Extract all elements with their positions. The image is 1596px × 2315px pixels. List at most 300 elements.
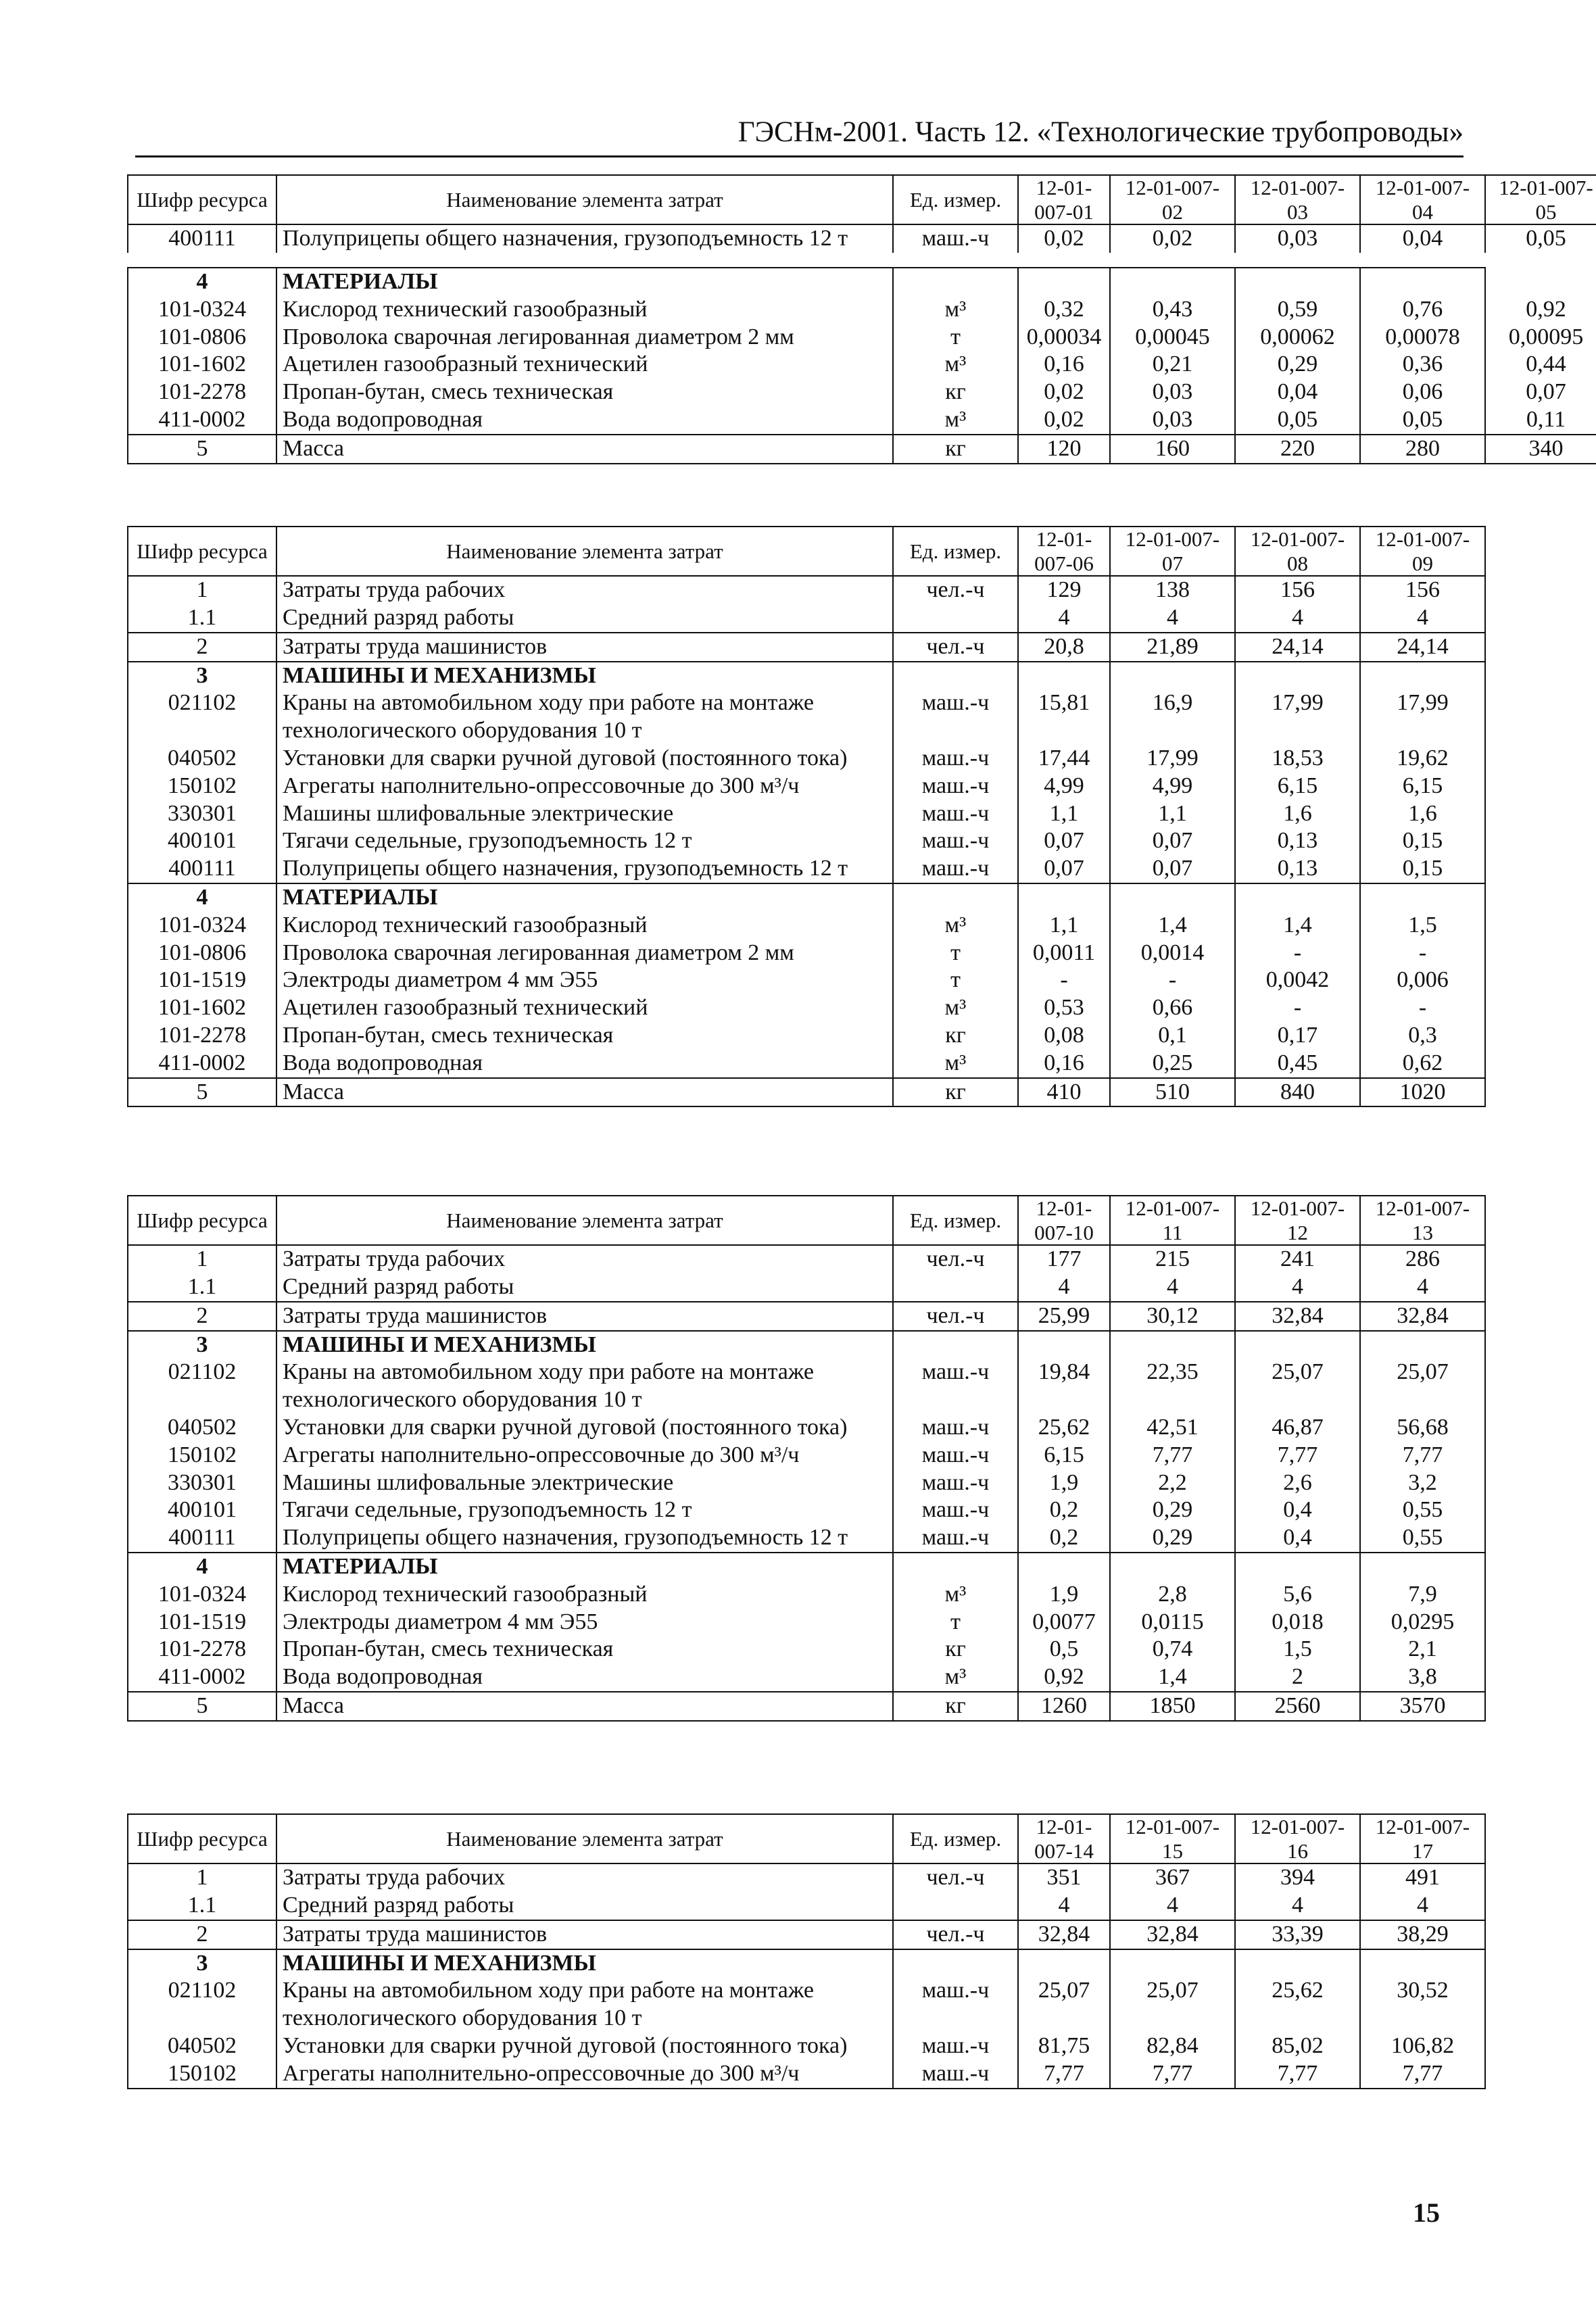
col-rate-header: 12-01-007-07 [1110,527,1235,576]
cell-value: 1260 [1018,1692,1110,1721]
cell-code: 101-1519 [128,1609,276,1636]
cell-value: 4 [1110,604,1235,633]
cell-unit [893,662,1018,690]
cell-value: 4 [1360,1273,1485,1302]
cell-code: 150102 [128,773,276,800]
cell-value: 0,45 [1235,1050,1360,1078]
cell-value: 120 [1018,435,1110,464]
col-rate-header: 12-01-007-02 [1110,175,1235,224]
cell-value: 840 [1235,1078,1360,1107]
cell-code: 101-1602 [128,351,276,379]
cell-value: 0,16 [1018,1050,1110,1078]
cell-name: Электроды диаметром 4 мм Э55 [276,1609,893,1636]
resource-table-4 [127,1813,1596,2089]
table-row [128,406,1596,434]
cell-name: Машины шлифовальные электрические [276,800,893,828]
cell-name: Средний разряд работы [276,1892,893,1920]
cell-name: Затраты труда машинистов [276,1302,893,1331]
cell-name: Краны на автомобильном ходу при работе на монтаже технологического оборудования 10 т [276,1977,893,2032]
table-row [128,800,1596,828]
cell-value: 286 [1360,1245,1485,1273]
cell-unit [893,883,1018,912]
cell-value: - [1360,994,1485,1022]
col-rate-header: 12-01-007-10 [1018,1196,1110,1245]
cell-code: 330301 [128,1469,276,1497]
col-code-header: Шифр ресурса [128,527,276,576]
cell-value: 1,9 [1018,1469,1110,1497]
table-row [128,689,1596,745]
cell-value [1018,1553,1110,1581]
cell-value: 0,43 [1110,296,1235,324]
cell-unit: чел.-ч [893,576,1018,604]
cell-value: 1,4 [1235,912,1360,940]
cell-code: 4 [128,1553,276,1581]
cell-value: 367 [1110,1863,1235,1892]
cell-value: 22,35 [1110,1359,1235,1414]
cell-value: 0,16 [1018,351,1110,379]
cell-code: 150102 [128,2060,276,2089]
cell-value: 17,44 [1018,745,1110,773]
cell-value: 160 [1110,435,1235,464]
cell-value: 4,99 [1018,773,1110,800]
table-row [128,1050,1596,1078]
cell-value: 1,5 [1360,912,1485,940]
cell-value: 156 [1360,576,1485,604]
cell-value: 1,9 [1018,1581,1110,1609]
cell-value: 7,77 [1235,2060,1360,2089]
col-rate-header: 12-01-007-06 [1018,527,1110,576]
cell-name: МАШИНЫ И МЕХАНИЗМЫ [276,1331,893,1359]
cell-unit: м³ [893,994,1018,1022]
cell-value [1360,662,1485,690]
cell-value [1110,883,1235,912]
table-row [128,967,1596,994]
cell-value: 42,51 [1110,1414,1235,1442]
cell-value: 32,84 [1018,1920,1110,1949]
cell-name: Кислород технический газообразный [276,1581,893,1609]
cell-value: 0,3 [1360,1022,1485,1050]
cell-code: 400101 [128,1496,276,1524]
cell-unit: маш.-ч [893,1524,1018,1553]
cell-name: Средний разряд работы [276,1273,893,1302]
cell-value: 1,1 [1018,912,1110,940]
table-row [128,912,1596,940]
cell-code: 5 [128,1078,276,1107]
cell-value: 85,02 [1235,2032,1360,2060]
cell-unit: кг [893,379,1018,406]
cell-unit: маш.-ч [893,1496,1018,1524]
col-rate-header: 12-01-007-11 [1110,1196,1235,1245]
table-row [128,1022,1596,1050]
cell-name: Затраты труда машинистов [276,1920,893,1949]
cell-value: 3570 [1360,1692,1485,1721]
cell-code: 101-0806 [128,940,276,967]
col-rate-header: 12-01-007-05 [1485,175,1596,224]
col-code-header: Шифр ресурса [128,1196,276,1245]
cell-code: 411-0002 [128,1663,276,1692]
table-row [128,1302,1596,1331]
cell-name: Проволока сварочная легированная диаметром 2 мм [276,324,893,351]
cell-value: 19,84 [1018,1359,1110,1414]
cell-code: 021102 [128,689,276,745]
cell-code: 3 [128,1331,276,1359]
cell-unit [893,1553,1018,1581]
cell-name: Агрегаты наполнительно-опрессовочные до 300 м³/ч [276,2060,893,2089]
cell-value: 0,02 [1110,224,1235,253]
cell-value: 1850 [1110,1692,1235,1721]
cell-value: 1020 [1360,1078,1485,1107]
cell-unit: т [893,1609,1018,1636]
cell-unit: т [893,940,1018,967]
cell-value: 0,2 [1018,1496,1110,1524]
table-row [128,1892,1596,1920]
cell-code: 330301 [128,800,276,828]
table-row [128,379,1596,406]
cell-code: 400111 [128,855,276,883]
table-row [128,2060,1596,2089]
cell-name: Полуприцепы общего назначения, грузоподъемность 12 т [276,1524,893,1553]
table-row [128,324,1596,351]
cell-value: 25,07 [1110,1977,1235,2032]
cell-value: 20,8 [1018,633,1110,662]
cell-name: Затраты труда рабочих [276,1245,893,1273]
cell-code: 1 [128,1863,276,1892]
table-row [128,1273,1596,1302]
cell-code: 040502 [128,1414,276,1442]
col-rate-header: 12-01-007-17 [1360,1814,1485,1863]
cell-value: 0,07 [1485,379,1596,406]
cell-value: 394 [1235,1863,1360,1892]
cell-value: 0,04 [1360,224,1485,253]
table-row-section [128,1949,1596,1978]
cell-value: 0,018 [1235,1609,1360,1636]
cell-value: 0,03 [1110,379,1235,406]
cell-code: 400101 [128,827,276,855]
col-name-header: Наименование элемента затрат [276,527,893,576]
cell-value: 0,21 [1110,351,1235,379]
cell-code: 1.1 [128,1273,276,1302]
cell-code: 1 [128,1245,276,1273]
cell-value [1235,1331,1360,1359]
cell-value: 0,29 [1110,1496,1235,1524]
cell-value: 15,81 [1018,689,1110,745]
cell-name: Установки для сварки ручной дуговой (постоянного тока) [276,1414,893,1442]
col-code-header: Шифр ресурса [128,1814,276,1863]
cell-value: 2 [1235,1663,1360,1692]
cell-value [1235,883,1360,912]
cell-value: 81,75 [1018,2032,1110,2060]
cell-unit: маш.-ч [893,2060,1018,2089]
cell-value: 4 [1235,1892,1360,1920]
col-name-header: Наименование элемента затрат [276,1814,893,1863]
cell-value: 4 [1235,1273,1360,1302]
cell-unit: кг [893,1078,1018,1107]
cell-value: 7,77 [1360,2060,1485,2089]
cell-name: Масса [276,1692,893,1721]
cell-value: 0,4 [1235,1524,1360,1553]
cell-value: 0,05 [1360,406,1485,434]
cell-unit: чел.-ч [893,633,1018,662]
cell-value: 0,13 [1235,855,1360,883]
col-rate-header: 12-01-007-13 [1360,1196,1485,1245]
cell-value: 241 [1235,1245,1360,1273]
cell-value: 4 [1018,1273,1110,1302]
cell-value: 17,99 [1360,689,1485,745]
cell-value: 32,84 [1360,1302,1485,1331]
col-unit-header: Ед. измер. [893,527,1018,576]
cell-name: Установки для сварки ручной дуговой (постоянного тока) [276,745,893,773]
table-row [128,1977,1596,2032]
cell-name: Тягачи седельные, грузоподъемность 12 т [276,1496,893,1524]
cell-unit: маш.-ч [893,827,1018,855]
cell-value: 18,53 [1235,745,1360,773]
cell-value: 0,32 [1018,296,1110,324]
cell-name: МАШИНЫ И МЕХАНИЗМЫ [276,1949,893,1978]
cell-name: Пропан-бутан, смесь техническая [276,379,893,406]
cell-value: 106,82 [1360,2032,1485,2060]
cell-code: 4 [128,268,276,296]
col-rate-header: 12-01-007-12 [1235,1196,1360,1245]
cell-code: 3 [128,1949,276,1978]
table-row [128,1692,1596,1721]
cell-value [1018,1331,1110,1359]
table-row-mass [128,435,1596,464]
cell-name: Установки для сварки ручной дуговой (постоянного тока) [276,2032,893,2060]
cell-unit: м³ [893,912,1018,940]
cell-code: 400111 [128,224,276,253]
cell-value: - [1235,994,1360,1022]
cell-value: 1,4 [1110,1663,1235,1692]
cell-name: Агрегаты наполнительно-опрессовочные до 300 м³/ч [276,1442,893,1469]
cell-value: 138 [1110,576,1235,604]
cell-unit: маш.-ч [893,1414,1018,1442]
col-rate-header: 12-01-007-15 [1110,1814,1235,1863]
cell-value: 82,84 [1110,2032,1235,2060]
col-code-header: Шифр ресурса [128,175,276,224]
cell-unit: маш.-ч [893,1469,1018,1497]
table-row [128,1663,1596,1692]
running-header-text: ГЭСНм-2001. Часть 12. «Технологические трубопроводы» [737,116,1464,148]
cell-value: 46,87 [1235,1414,1360,1442]
cell-value: 7,77 [1235,1442,1360,1469]
cell-value: 4 [1110,1273,1235,1302]
cell-value: 4 [1110,1892,1235,1920]
cell-value: 0,76 [1360,296,1485,324]
cell-value: 24,14 [1235,633,1360,662]
cell-value: 1,6 [1235,800,1360,828]
cell-name: Затраты труда рабочих [276,576,893,604]
col-rate-header: 12-01-007-09 [1360,527,1485,576]
cell-value: 0,06 [1360,379,1485,406]
cell-code: 021102 [128,1359,276,1414]
cell-value: 0,15 [1360,827,1485,855]
cell-value: 0,05 [1485,224,1596,253]
cell-value: 24,14 [1360,633,1485,662]
cell-unit: м³ [893,351,1018,379]
cell-code: 5 [128,435,276,464]
col-rate-header: 12-01-007-14 [1018,1814,1110,1863]
cell-unit: маш.-ч [893,773,1018,800]
cell-unit: чел.-ч [893,1920,1018,1949]
cell-name: Затраты труда машинистов [276,633,893,662]
cell-name: Краны на автомобильном ходу при работе на монтаже технологического оборудования 10 т [276,1359,893,1414]
cell-code: 040502 [128,2032,276,2060]
cell-value: 220 [1235,435,1360,464]
cell-code: 040502 [128,745,276,773]
col-name-header: Наименование элемента затрат [276,175,893,224]
cell-name: Краны на автомобильном ходу при работе на монтаже технологического оборудования 10 т [276,689,893,745]
page-number: 15 [1413,2197,1440,2228]
resource-table-3 [127,1195,1596,1722]
cell-name: Масса [276,435,893,464]
cell-name: МАШИНЫ И МЕХАНИЗМЫ [276,662,893,690]
cell-value: 21,89 [1110,633,1235,662]
cell-value: 0,1 [1110,1022,1235,1050]
cell-value: 215 [1110,1245,1235,1273]
cell-code: 101-0324 [128,912,276,940]
cell-value: 177 [1018,1245,1110,1273]
cell-code: 2 [128,1920,276,1949]
cell-value: 25,07 [1235,1359,1360,1414]
cell-value: 7,77 [1110,1442,1235,1469]
table-row [128,994,1596,1022]
cell-unit: т [893,967,1018,994]
cell-name: Кислород технический газообразный [276,296,893,324]
cell-value: 410 [1018,1078,1110,1107]
cell-value: 0,25 [1110,1050,1235,1078]
cell-name: Ацетилен газообразный технический [276,351,893,379]
cell-value: 25,62 [1018,1414,1110,1442]
cell-value: 7,77 [1018,2060,1110,2089]
cell-value: 0,0042 [1235,967,1360,994]
cell-value: 156 [1235,576,1360,604]
table-row [128,855,1596,883]
cell-unit: т [893,324,1018,351]
table-row-section [128,883,1596,912]
cell-value: 0,55 [1360,1524,1485,1553]
col-name-header: Наименование элемента затрат [276,1196,893,1245]
cell-code: 101-1519 [128,967,276,994]
cell-name: Вода водопроводная [276,1663,893,1692]
cell-value: 1,1 [1110,800,1235,828]
table-row-section [128,1553,1596,1581]
cell-value: 0,44 [1485,351,1596,379]
cell-unit: чел.-ч [893,1302,1018,1331]
cell-value [1360,1331,1485,1359]
cell-unit [893,1892,1018,1920]
cell-unit: м³ [893,1663,1018,1692]
cell-value: 2560 [1235,1692,1360,1721]
cell-unit [893,1273,1018,1302]
cell-value: 0,02 [1018,406,1110,434]
cell-value: 0,17 [1235,1022,1360,1050]
cell-value: 2,1 [1360,1636,1485,1663]
cell-value: 3,8 [1360,1663,1485,1692]
cell-name: Тягачи седельные, грузоподъемность 12 т [276,827,893,855]
cell-value: 6,15 [1235,773,1360,800]
cell-unit: м³ [893,1050,1018,1078]
cell-value: 17,99 [1235,689,1360,745]
cell-value: 2,2 [1110,1469,1235,1497]
cell-value: 33,39 [1235,1920,1360,1949]
cell-name: Кислород технический газообразный [276,912,893,940]
table-row [128,1245,1596,1273]
cell-value: 4 [1235,604,1360,633]
cell-value [1360,1949,1485,1978]
col-unit-header: Ед. измер. [893,1814,1018,1863]
cell-name: МАТЕРИАЛЫ [276,268,893,296]
cell-code: 101-2278 [128,379,276,406]
cell-value: 0,02 [1018,379,1110,406]
cell-value: - [1235,940,1360,967]
cell-value: 0,92 [1018,1663,1110,1692]
cell-value: 6,15 [1018,1442,1110,1469]
cell-value: 30,52 [1360,1977,1485,2032]
cell-value: 0,07 [1110,855,1235,883]
cell-value: 17,99 [1110,745,1235,773]
cell-name: Полуприцепы общего назначения, грузоподъемность 12 т [276,224,893,253]
cell-value: 0,00078 [1360,324,1485,351]
cell-name: Средний разряд работы [276,604,893,633]
cell-value: 25,07 [1360,1359,1485,1414]
cell-value: 491 [1360,1863,1485,1892]
table-row [128,1863,1596,1892]
cell-value: 0,0014 [1110,940,1235,967]
cell-value: 0,66 [1110,994,1235,1022]
cell-code: 1.1 [128,1892,276,1920]
cell-unit: кг [893,1636,1018,1663]
cell-value: 4 [1018,1892,1110,1920]
cell-unit [893,604,1018,633]
cell-value: 129 [1018,576,1110,604]
cell-code: 150102 [128,1442,276,1469]
cell-value: 0,04 [1235,379,1360,406]
cell-value: 0,00034 [1018,324,1110,351]
col-rate-header: 12-01-007-01 [1018,175,1110,224]
col-unit-header: Ед. измер. [893,175,1018,224]
table-row-section [128,1331,1596,1359]
cell-value: 30,12 [1110,1302,1235,1331]
cell-value: 0,00095 [1485,324,1596,351]
table-row [128,604,1596,633]
table-row-section [128,662,1596,690]
cell-value: 0,59 [1235,296,1360,324]
cell-unit: кг [893,435,1018,464]
cell-code: 101-2278 [128,1022,276,1050]
cell-unit: кг [893,1022,1018,1050]
cell-value: 0,53 [1018,994,1110,1022]
cell-value: 0,29 [1110,1524,1235,1553]
cell-value: 1,6 [1360,800,1485,828]
cell-code: 400111 [128,1524,276,1553]
cell-unit: маш.-ч [893,689,1018,745]
cell-value: 0,4 [1235,1496,1360,1524]
table-row [128,1078,1596,1107]
table-row [128,1496,1596,1524]
table-row [128,745,1596,773]
cell-unit: маш.-ч [893,1359,1018,1414]
cell-value: - [1360,940,1485,967]
cell-name: Пропан-бутан, смесь техническая [276,1636,893,1663]
table-row [128,827,1596,855]
cell-value: 32,84 [1235,1302,1360,1331]
cell-value: 4 [1360,604,1485,633]
cell-value: 0,74 [1110,1636,1235,1663]
table-row-section [128,268,1596,296]
cell-value: - [1110,967,1235,994]
cell-value: 38,29 [1360,1920,1485,1949]
cell-code: 101-1602 [128,994,276,1022]
